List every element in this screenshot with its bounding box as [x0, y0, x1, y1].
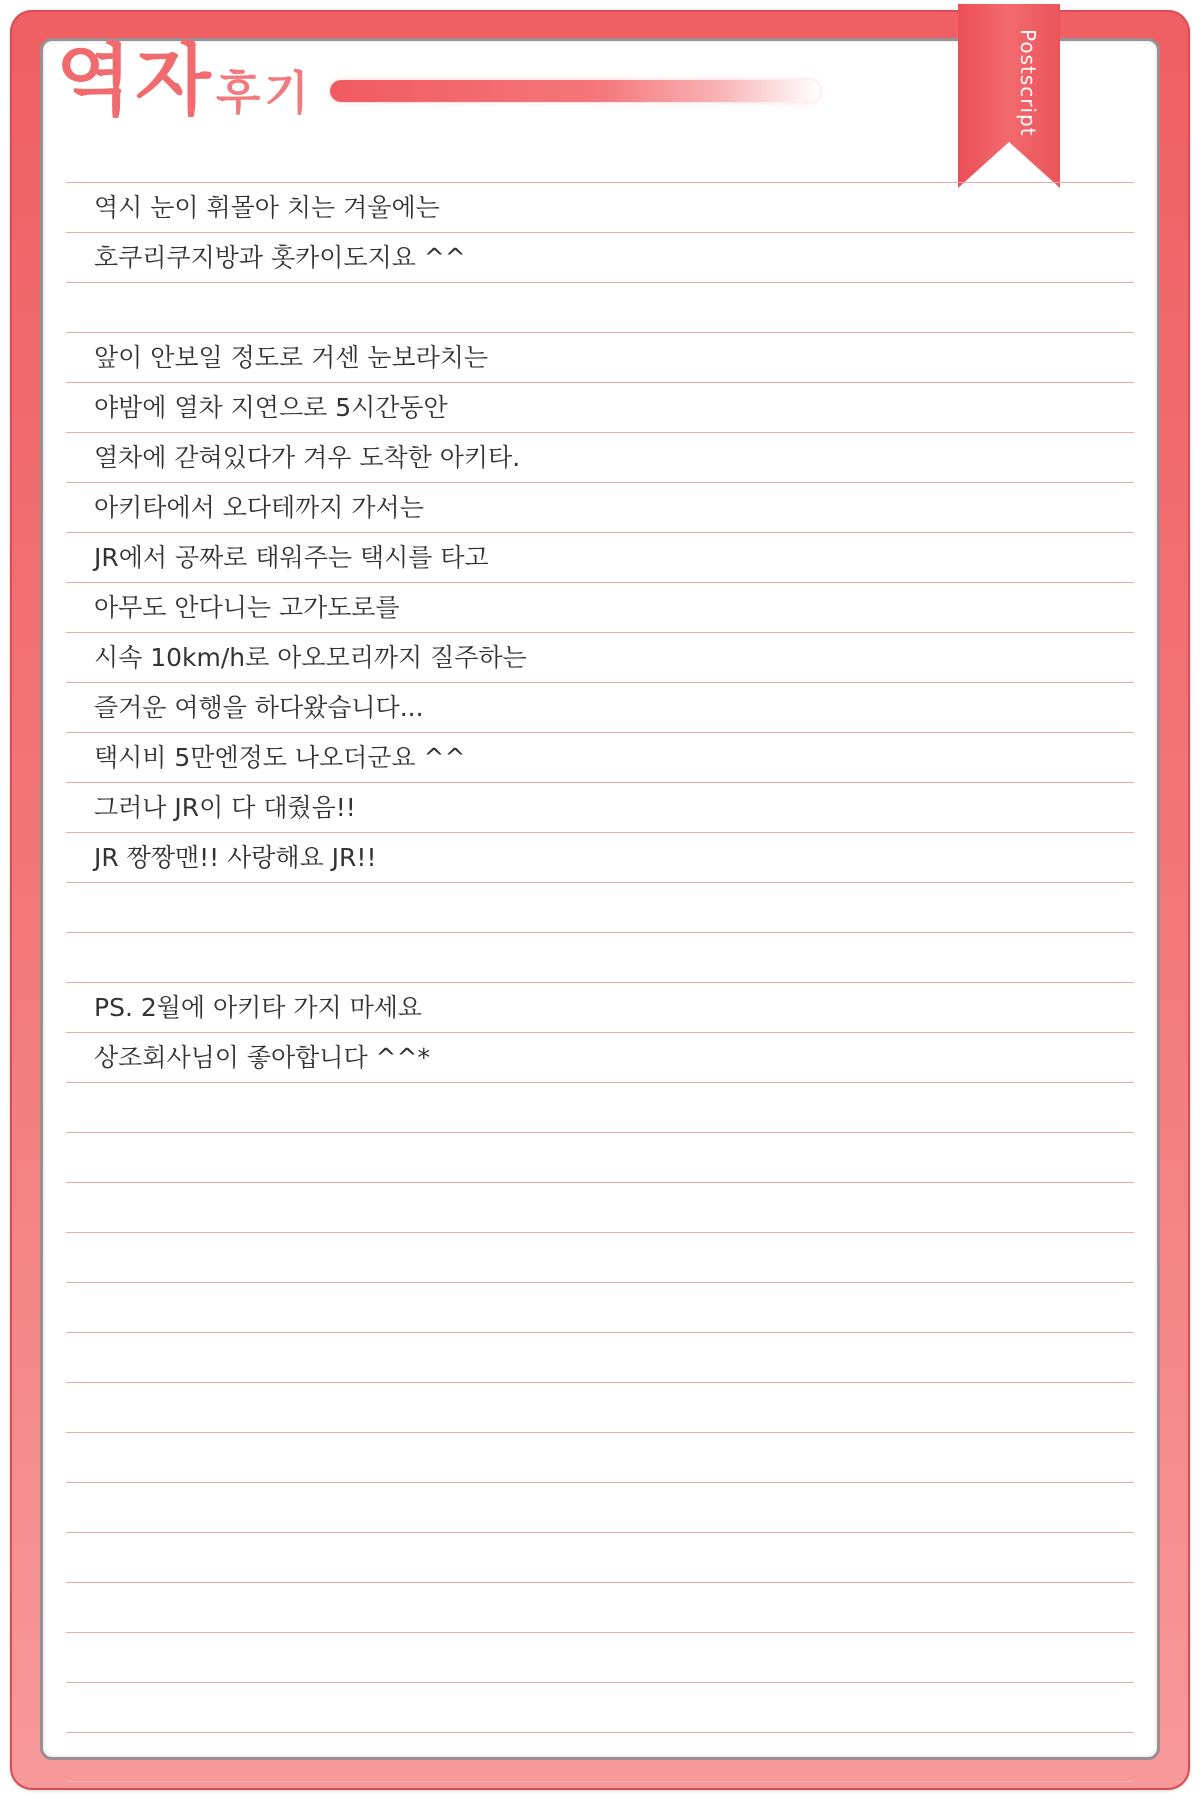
note-line: JR에서 공짜로 태워주는 택시를 타고 — [66, 532, 1134, 582]
note-line: 택시비 5만엔정도 나오더군요 ^^ — [66, 732, 1134, 782]
note-line: 앞이 안보일 정도로 거센 눈보라치는 — [66, 332, 1134, 382]
note-line: 아무도 안다니는 고가도로를 — [66, 582, 1134, 632]
note-line — [66, 932, 1134, 982]
note-line: 호쿠리쿠지방과 홋카이도지요 ^^ — [66, 232, 1134, 282]
note-line: 그러나 JR이 다 대줬음!! — [66, 782, 1134, 832]
note-line: 역시 눈이 휘몰아 치는 겨울에는 — [66, 182, 1134, 232]
note-line — [66, 1632, 1134, 1682]
note-line: 아키타에서 오다테까지 가서는 — [66, 482, 1134, 532]
note-line — [66, 882, 1134, 932]
note-line: 상조회사님이 좋아합니다 ^^* — [66, 1032, 1134, 1082]
note-line: 시속 10km/h로 아오모리까지 질주하는 — [66, 632, 1134, 682]
note-line — [66, 1182, 1134, 1232]
note-line — [66, 1232, 1134, 1282]
note-line — [66, 1482, 1134, 1532]
page-title: 역자 — [56, 36, 215, 126]
note-line — [66, 1282, 1134, 1332]
note-line — [66, 1132, 1134, 1182]
note-line — [66, 1532, 1134, 1582]
title-underline-bar — [330, 80, 820, 102]
note-line — [66, 1682, 1134, 1732]
note-line — [66, 1432, 1134, 1482]
note-line: 야밤에 열차 지연으로 5시간동안 — [66, 382, 1134, 432]
note-lines — [66, 182, 1134, 1782]
ribbon-label: Postscript — [1016, 29, 1040, 137]
note-line — [66, 1332, 1134, 1382]
note-line — [66, 1582, 1134, 1632]
note-line — [66, 1382, 1134, 1432]
note-line — [66, 1082, 1134, 1132]
page-subtitle: 후기 — [216, 66, 313, 120]
note-line: PS. 2월에 아키타 가지 마세요 — [66, 982, 1134, 1032]
note-line: 즐거운 여행을 하다왔습니다... — [66, 682, 1134, 732]
note-line — [66, 1732, 1134, 1782]
note-line: 열차에 갇혀있다가 겨우 도착한 아키타. — [66, 432, 1134, 482]
note-line — [66, 282, 1134, 332]
note-line: JR 짱짱맨!! 사랑해요 JR!! — [66, 832, 1134, 882]
